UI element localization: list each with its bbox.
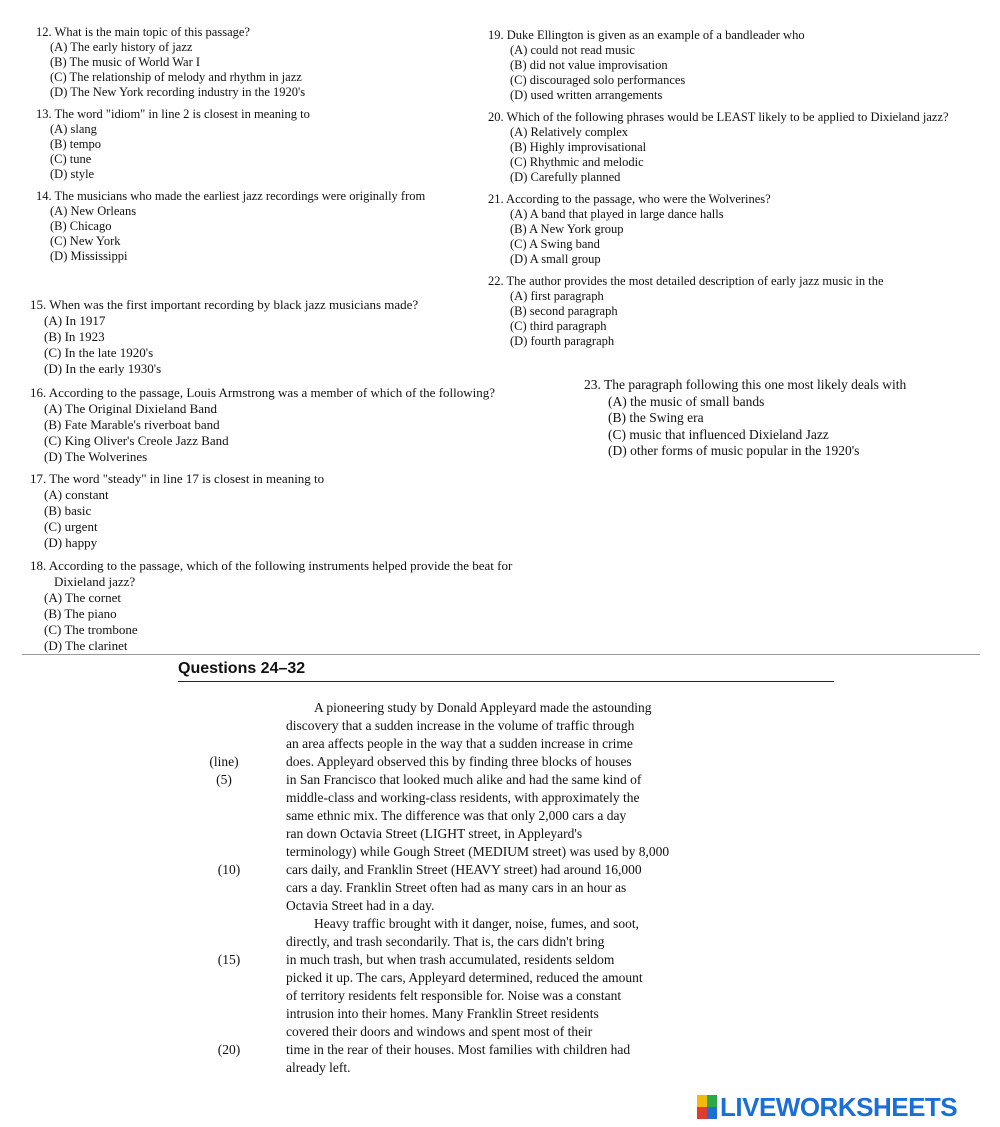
option-c[interactable]: (C) King Oliver's Creole Jazz Band <box>44 433 229 448</box>
passage-line: discovery that a sudden increase in the volume of traffic through <box>286 718 635 733</box>
question-12 <box>36 25 305 100</box>
question-stem: 23. The paragraph following this one most likely deals with <box>584 377 907 392</box>
option-d[interactable]: (D) In the early 1930's <box>44 361 162 376</box>
passage-line: covered their doors and windows and spent most of their <box>286 1024 593 1039</box>
reading-passage <box>286 699 766 1077</box>
option-c[interactable]: (C) music that influenced Dixieland Jazz <box>608 426 829 442</box>
option-d[interactable]: (D) happy <box>44 535 98 550</box>
line-number-20: (20) <box>217 1042 241 1057</box>
option-c[interactable]: (C) In the late 1920's <box>44 345 154 360</box>
question-stem: 17. The word "steady" in line 17 is closest in meaning to <box>30 471 325 486</box>
option-c[interactable]: (C) The trombone <box>44 622 138 637</box>
section-title: Questions 24–32 <box>178 660 306 677</box>
question-stem: 14. The musicians who made the earliest jazz recordings were originally from <box>36 189 426 203</box>
line-number-15: (15) <box>217 952 241 967</box>
option-c[interactable]: (C) urgent <box>44 519 98 534</box>
option-a[interactable]: (A) The Original Dixieland Band <box>44 401 218 416</box>
option-c[interactable]: (C) Rhythmic and melodic <box>510 155 644 169</box>
passage-line: Heavy traffic brought with it danger, noise, fumes, and soot, <box>314 916 640 931</box>
logo-icon <box>697 1095 717 1119</box>
logo-square-blue <box>707 1107 717 1119</box>
option-a[interactable]: (A) could not read music <box>510 43 635 57</box>
option-c[interactable]: (C) tune <box>50 152 92 166</box>
passage-line: an area affects people in the way that a sudden increase in crime <box>286 736 633 751</box>
question-17 <box>30 471 324 551</box>
passage-line: cars daily, and Franklin Street (HEAVY street) had around 16,000 <box>286 862 642 877</box>
question-14 <box>36 189 425 264</box>
passage-line: intrusion into their homes. Many Franklin Street residents <box>286 1006 599 1021</box>
option-b[interactable]: (B) the Swing era <box>608 410 704 425</box>
passage-line: A pioneering study by Donald Appleyard made the astounding <box>314 700 652 715</box>
passage-line: in much trash, but when trash accumulated, residents seldom <box>286 952 615 967</box>
line-number-10: (10) <box>217 862 241 877</box>
question-stem-continued: Dixieland jazz? <box>54 574 136 589</box>
option-d[interactable]: (D) Mississippi <box>50 249 128 263</box>
option-d[interactable]: (D) The Wolverines <box>44 449 148 464</box>
passage-line: terminology) while Gough Street (MEDIUM street) was used by 8,000 <box>286 844 670 859</box>
option-c[interactable]: (C) The relationship of melody and rhythm in jazz <box>50 70 302 84</box>
passage-line: ran down Octavia Street (LIGHT street, in Appleyard's <box>286 826 583 841</box>
question-21 <box>488 192 771 267</box>
option-b[interactable]: (B) Chicago <box>50 219 112 233</box>
option-a[interactable]: (A) slang <box>50 122 97 136</box>
option-d[interactable]: (D) fourth paragraph <box>510 334 615 348</box>
question-20 <box>488 110 949 185</box>
question-stem: 20. Which of the following phrases would be LEAST likely to be applied to Dixieland jazz? <box>488 110 949 124</box>
option-b[interactable]: (B) tempo <box>50 137 102 151</box>
option-d[interactable]: (D) used written arrangements <box>510 88 663 102</box>
option-d[interactable]: (D) The clarinet <box>44 638 128 653</box>
option-d[interactable]: (D) A small group <box>510 252 601 266</box>
passage-line: directly, and trash secondarily. That is, the cars didn't bring <box>286 934 605 949</box>
option-d[interactable]: (D) Carefully planned <box>510 170 621 184</box>
option-a[interactable]: (A) The early history of jazz <box>50 40 193 54</box>
line-label: (line) <box>209 754 239 769</box>
passage-line: already left. <box>286 1060 351 1075</box>
liveworksheets-logo[interactable] <box>697 1093 957 1121</box>
option-a[interactable]: (A) first paragraph <box>510 289 604 303</box>
question-22 <box>488 274 884 349</box>
question-15 <box>30 297 418 377</box>
option-b[interactable]: (B) Fate Marable's riverboat band <box>44 417 220 432</box>
question-stem: 12. What is the main topic of this passage? <box>36 25 250 39</box>
option-b[interactable]: (B) The piano <box>44 606 117 621</box>
option-d[interactable]: (D) style <box>50 167 95 181</box>
option-c[interactable]: (C) discouraged solo performances <box>510 73 686 87</box>
option-a[interactable]: (A) The cornet <box>44 590 122 605</box>
question-13 <box>36 107 310 182</box>
option-d[interactable]: (D) The New York recording industry in the 1920's <box>50 85 306 99</box>
question-18 <box>30 558 512 654</box>
passage-line: same ethnic mix. The difference was that only 2,000 cars a day <box>286 808 627 823</box>
question-stem: 16. According to the passage, Louis Armstrong was a member of which of the following? <box>30 385 496 400</box>
option-a[interactable]: (A) A band that played in large dance halls <box>510 207 724 221</box>
passage-line: of territory residents felt responsible for. Noise was a constant <box>286 988 622 1003</box>
option-b[interactable]: (B) basic <box>44 503 92 518</box>
logo-square-red <box>697 1107 707 1119</box>
question-stem: 22. The author provides the most detailed description of early jazz music in the <box>488 274 884 288</box>
option-b[interactable]: (B) In 1923 <box>44 329 105 344</box>
option-a[interactable]: (A) New Orleans <box>50 204 137 218</box>
logo-square-green <box>707 1095 717 1107</box>
question-stem: 15. When was the first important recording by black jazz musicians made? <box>30 297 419 312</box>
question-16 <box>30 385 495 465</box>
passage-line: picked it up. The cars, Appleyard determined, reduced the amount <box>286 970 643 985</box>
logo-square-yellow <box>697 1095 707 1107</box>
option-a[interactable]: (A) In 1917 <box>44 313 106 328</box>
option-d[interactable]: (D) other forms of music popular in the 1920's <box>608 443 860 458</box>
section-divider <box>22 654 980 655</box>
option-a[interactable]: (A) Relatively complex <box>510 125 629 139</box>
question-19 <box>488 28 805 103</box>
option-b[interactable]: (B) second paragraph <box>510 304 618 318</box>
line-number-5: (5) <box>216 772 232 787</box>
title-underline <box>178 681 834 682</box>
passage-line: middle-class and working-class residents, with approximately the <box>286 790 640 805</box>
question-stem: 13. The word "idiom" in line 2 is closest in meaning to <box>36 107 310 121</box>
option-c[interactable]: (C) A Swing band <box>510 237 600 251</box>
passage-line: cars a day. Franklin Street often had as many cars in an hour as <box>286 880 627 895</box>
question-stem: 21. According to the passage, who were the Wolverines? <box>488 192 771 206</box>
option-b[interactable]: (B) The music of World War I <box>50 55 201 69</box>
question-23 <box>584 377 906 460</box>
option-a[interactable]: (A) constant <box>44 487 109 502</box>
passage-line: Octavia Street had in a day. <box>286 898 435 913</box>
option-b[interactable]: (B) Highly improvisational <box>510 140 647 154</box>
option-c[interactable]: (C) New York <box>50 234 121 248</box>
option-a[interactable]: (A) the music of small bands <box>608 393 765 409</box>
passage-line: time in the rear of their houses. Most families with children had <box>286 1042 631 1057</box>
question-stem: 19. Duke Ellington is given as an example of a bandleader who <box>488 28 805 42</box>
passage-line: in San Francisco that looked much alike and had the same kind of <box>286 772 642 787</box>
option-b[interactable]: (B) A New York group <box>510 222 624 236</box>
logo-text: LIVEWORKSHEETS <box>720 1091 958 1122</box>
passage-line: does. Appleyard observed this by finding three blocks of houses <box>286 754 632 769</box>
option-c[interactable]: (C) third paragraph <box>510 319 607 333</box>
question-stem: 18. According to the passage, which of the following instruments helped provide the beat for <box>30 558 513 573</box>
option-b[interactable]: (B) did not value improvisation <box>510 58 668 72</box>
